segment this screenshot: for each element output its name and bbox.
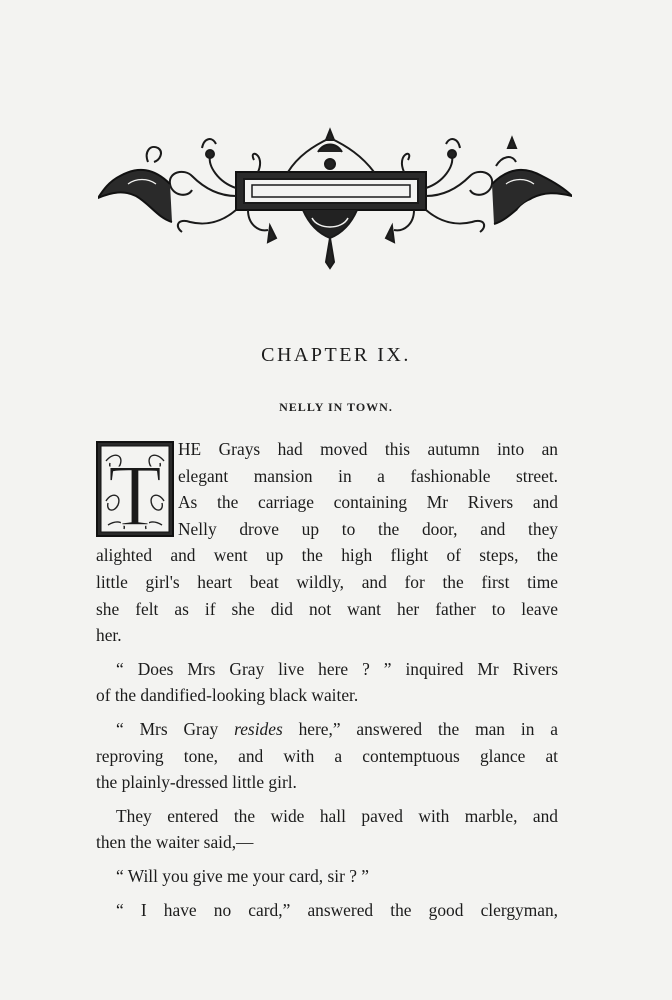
text-line: alighted and went up the high flight of steps, the bbox=[96, 545, 558, 566]
text-line: reproving tone, and with a contemptuous glance at bbox=[96, 745, 558, 766]
text-line: “ Will you give me your card, sir ? ” bbox=[116, 865, 369, 886]
text-fragment: here,” answered the man in a bbox=[282, 718, 558, 739]
text-line: HE Grays had moved this autumn into an bbox=[178, 439, 558, 459]
text-line: “ I have no card,” answered the good clergyman, bbox=[116, 899, 558, 920]
text-line: As the carriage containing Mr Rivers and bbox=[178, 492, 558, 513]
chapter-body bbox=[96, 436, 558, 923]
text-line: she felt as if she did not want her father to leave bbox=[96, 598, 558, 619]
paragraph-gap bbox=[96, 649, 558, 656]
text-line: Nelly drove up to the door, and they bbox=[178, 518, 558, 539]
paragraph-gap bbox=[96, 796, 558, 803]
text-line: the plainly-dressed little girl. bbox=[96, 772, 297, 793]
decorative-headpiece bbox=[98, 126, 572, 270]
illuminated-dropcap-letter bbox=[96, 441, 174, 537]
text-line: of the dandified-looking black waiter. bbox=[96, 685, 359, 706]
italic-word: resides bbox=[234, 718, 283, 739]
paragraph-gap bbox=[96, 856, 558, 863]
text-line: her. bbox=[96, 625, 122, 646]
chapter-title: CHAPTER IX. bbox=[261, 344, 411, 366]
text-fragment: “ Mrs Gray bbox=[116, 718, 235, 739]
text-line: little girl's heart beat wildly, and for the first time bbox=[96, 571, 558, 592]
text-line: then the waiter said,— bbox=[96, 832, 254, 853]
chapter-subtitle: NELLY IN TOWN. bbox=[279, 400, 393, 414]
text-line bbox=[96, 716, 558, 743]
paragraph-gap bbox=[96, 709, 558, 716]
paragraph-gap bbox=[96, 890, 558, 897]
text-line: “ Does Mrs Gray live here ? ” inquired Mr Rivers bbox=[116, 658, 558, 679]
dropcap-letter: T bbox=[108, 448, 162, 537]
text-line: They entered the wide hall paved with marble, and bbox=[116, 805, 558, 826]
text-line: elegant mansion in a fashionable street. bbox=[178, 465, 558, 486]
